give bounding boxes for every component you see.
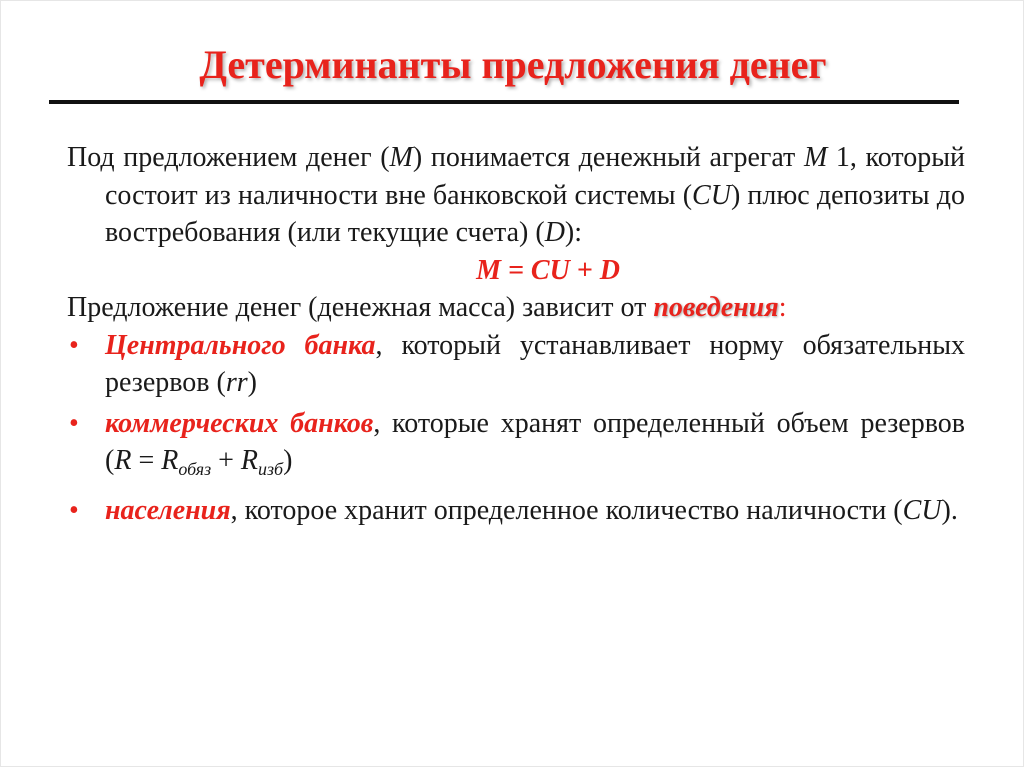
intro-text-3: 1, который состоит из наличности вне банковской системы ( <box>105 142 966 211</box>
bullet-text-2: ). <box>941 494 958 526</box>
bullet-text <box>105 405 965 489</box>
bullet-text-1: , которые хранят определенный объем резервов ( <box>105 407 965 476</box>
bullet-mark: • <box>69 329 79 361</box>
var-R-excess: R <box>240 445 259 476</box>
var-CU: CU <box>902 494 942 526</box>
bullet-text-1: , который устанавливает норму обязательных резервов ( <box>105 329 966 398</box>
commercial-banks-keyword: коммерческих банков <box>105 407 374 439</box>
bullet-population <box>67 492 965 530</box>
equals-sign: = <box>131 445 162 476</box>
bullet-text-1: , которое хранит определенное количество наличности ( <box>230 494 903 526</box>
bullet-text <box>105 492 965 530</box>
var-rr: rr <box>225 367 248 398</box>
intro-text-1: Под предложением денег ( <box>67 142 390 173</box>
bullet-text <box>105 327 965 402</box>
bullet-list <box>67 327 965 530</box>
intro-text-2: ) понимается денежный агрегат <box>412 142 804 173</box>
intro-text-4: ) плюс депозиты до востребования (или текущие счета) ( <box>105 179 965 248</box>
slide-title: Детерминанты предложения денег <box>199 42 827 87</box>
central-bank-keyword: Центрального банка <box>105 329 376 361</box>
money-supply-formula: M = CU + D <box>476 254 620 286</box>
subscript-excess: изб <box>258 459 284 479</box>
bullet-mark: • <box>69 494 79 526</box>
var-M1: M <box>803 142 828 173</box>
behavior-keyword: поведения <box>653 292 779 323</box>
title-underline <box>49 100 959 104</box>
population-keyword: населения <box>105 494 231 526</box>
bullet-text-2: ) <box>247 367 257 398</box>
bullet-central-bank <box>67 327 965 402</box>
lead-text: Предложение денег (денежная масса) зависит от <box>67 292 654 323</box>
lead-colon: : <box>778 292 787 323</box>
var-R: R <box>114 445 132 476</box>
slide-body <box>67 139 965 529</box>
closing-paren: ) <box>283 445 293 476</box>
intro-text-5: ): <box>564 217 583 248</box>
lead-sentence <box>67 289 965 327</box>
subscript-required: обяз <box>178 459 212 479</box>
bullet-commercial-banks <box>67 405 965 489</box>
bullet-mark: • <box>69 407 79 439</box>
intro-paragraph <box>67 139 965 252</box>
var-D: D <box>544 217 565 248</box>
var-M: M <box>389 142 413 173</box>
var-R-required: R <box>161 445 179 476</box>
plus-sign: + <box>211 445 241 476</box>
var-CU: CU <box>692 179 731 211</box>
